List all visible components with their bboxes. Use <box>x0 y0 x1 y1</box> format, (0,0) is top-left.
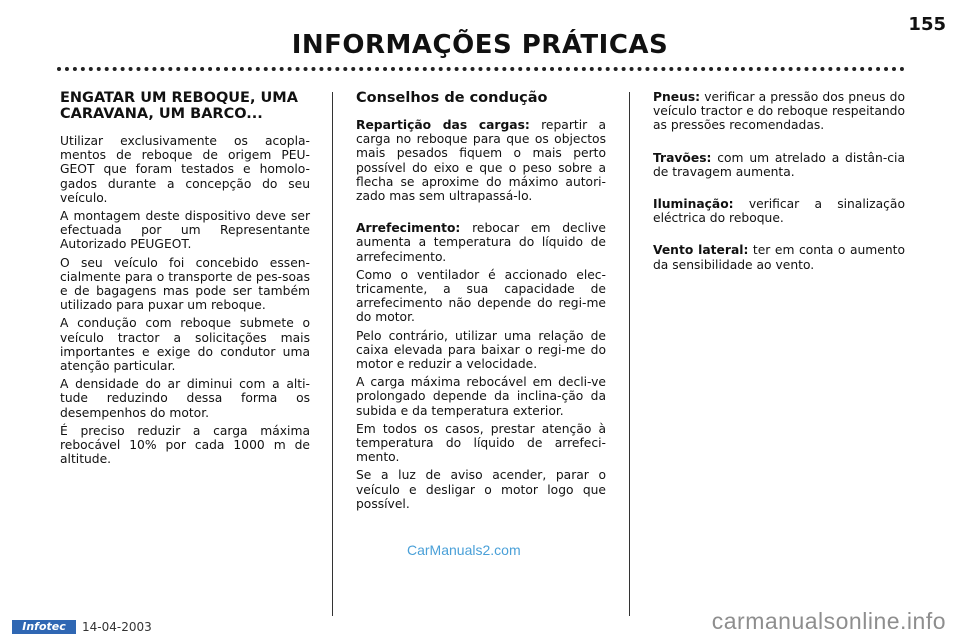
page-number: 155 <box>908 14 946 35</box>
crosswind-text: ter em conta o aumento da sensibilidade ao vento. <box>653 243 905 272</box>
column-driving-advice <box>356 90 606 515</box>
watermark-carmanualsonline[interactable]: carmanualsonline.info <box>711 608 946 634</box>
tyres-label: Pneus: <box>653 90 701 104</box>
lighting-label: Iluminação: <box>653 197 734 212</box>
column-checks <box>653 90 905 276</box>
paragraph-crosswind <box>653 243 905 271</box>
paragraph: A montagem deste dispositivo deve ser efectuada por um Representante Autorizado PEUGEOT. <box>60 209 310 252</box>
paragraph: A condução com reboque submete o veículo tractor a solicitações mais importantes e exige do condutor uma atenção particular. <box>60 316 310 374</box>
section-heading-driving-advice: Conselhos de condução <box>356 90 548 106</box>
paragraph: O seu veículo foi concebido essen-cialmente para o transporte de pes-soas e de bagagens mas pode ser também utilizado para puxar um reboque. <box>60 255 310 313</box>
cooling-text: rebocar em declive aumenta a temperatura do líquido de arrefecimento. <box>356 221 606 264</box>
paragraph: Como o ventilador é accionado elec-tricamente, a sua capacidade de arrefecimento não depende do regi-me do motor. <box>356 267 606 325</box>
column-towing <box>60 90 310 470</box>
brakes-text: com um atrelado a distân-cia de travagem aumenta. <box>653 150 905 179</box>
column-divider-left <box>332 92 333 616</box>
brakes-label: Travões: <box>653 150 712 165</box>
footer-date: 14-04-2003 <box>82 620 152 634</box>
crosswind-label: Vento lateral: <box>653 243 749 258</box>
paragraph: É preciso reduzir a carga máxima rebocável 10% por cada 1000 m de altitude. <box>60 423 310 467</box>
lighting-text: verificar a sinalização eléctrica do reboque. <box>653 197 905 226</box>
tyres-text: verificar a pressão dos pneus do veículo tractor e do reboque respeitando as pressões recomendadas. <box>653 90 905 133</box>
infotec-logo: Infotec <box>12 620 76 634</box>
watermark-carmanuals2[interactable]: CarManuals2.com <box>407 542 521 558</box>
paragraph: Pelo contrário, utilizar uma relação de caixa elevada para baixar o regi-me do motor e reduzir a velocidade. <box>356 328 606 372</box>
paragraph: Se a luz de aviso acender, parar o veículo e desligar o motor logo que possível. <box>356 468 606 511</box>
cooling-label: Arrefecimento: <box>356 221 461 236</box>
section-heading-towing: ENGATAR UM REBOQUE, UMA CARAVANA, UM BARCO... <box>60 90 298 122</box>
paragraph-tyres <box>653 90 905 133</box>
paragraph-brakes <box>653 151 905 179</box>
dotted-divider <box>57 67 905 71</box>
paragraph: Em todos os casos, prestar atenção à temperatura do líquido de arrefeci-mento. <box>356 421 606 465</box>
cargo-text: repartir a carga no reboque para que os objectos mais pesados fiquem o mais perto possível do eixo e que o peso sobre a flecha se aproxime do máximo autori-zado mas sem ultrapassá-lo. <box>356 118 606 204</box>
paragraph-cargo <box>356 118 606 203</box>
paragraph: A carga máxima rebocável em decli-ve prolongado depende da inclina-ção da subida e da temperatura exterior. <box>356 375 606 418</box>
column-divider-right <box>629 92 630 616</box>
paragraph: A densidade do ar diminui com a alti-tude reduzindo dessa forma os desempenhos do motor. <box>60 377 310 420</box>
page-title: INFORMAÇÕES PRÁTICAS <box>291 30 669 60</box>
paragraph-lighting <box>653 197 905 225</box>
paragraph-cooling <box>356 221 606 264</box>
paragraph: Utilizar exclusivamente os acopla-mentos de reboque de origem PEU-GEOT que foram testados e homolo-gados durante a concepção do seu veículo. <box>60 134 310 205</box>
cargo-label: Repartição das cargas: <box>356 118 530 132</box>
